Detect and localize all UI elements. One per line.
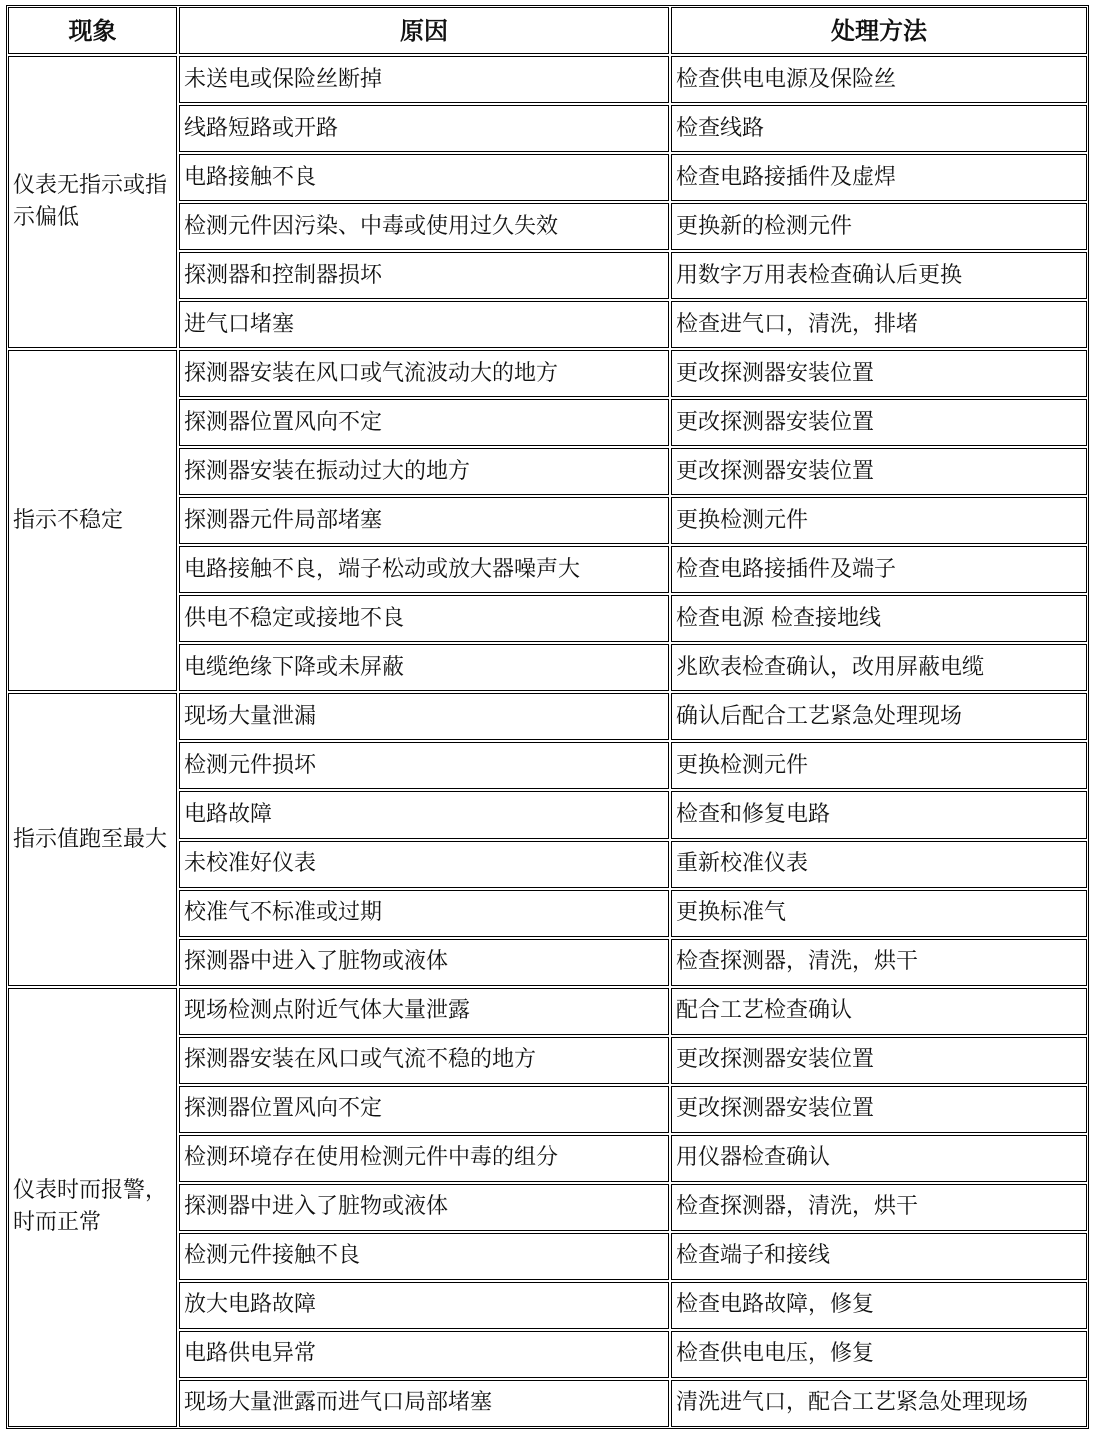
- table-row: [8, 56, 1087, 103]
- cause-cell: 探测器位置风向不定: [179, 399, 669, 446]
- solution-cell: 更改探测器安装位置: [671, 448, 1087, 495]
- cause-cell: 电缆绝缘下降或未屏蔽: [179, 644, 669, 691]
- cause-cell: 电路接触不良，端子松动或放大器噪声大: [179, 546, 669, 593]
- solution-cell: 检查和修复电路: [671, 791, 1087, 838]
- table-row: [8, 988, 1087, 1035]
- cause-cell: 探测器元件局部堵塞: [179, 497, 669, 544]
- solution-cell: 重新校准仪表: [671, 841, 1087, 888]
- header-row: [8, 7, 1087, 54]
- troubleshooting-table-frame: [6, 5, 1089, 1429]
- phenomenon-cell: 仪表时而报警，时而正常: [8, 988, 177, 1427]
- solution-cell: 检查供电电压，修复: [671, 1331, 1087, 1378]
- cause-cell: 探测器安装在风口或气流不稳的地方: [179, 1037, 669, 1084]
- troubleshooting-table: [6, 5, 1089, 1429]
- solution-cell: 检查线路: [671, 105, 1087, 152]
- cause-cell: 检测元件损坏: [179, 742, 669, 789]
- solution-cell: 更换检测元件: [671, 497, 1087, 544]
- solution-cell: 更换新的检测元件: [671, 203, 1087, 250]
- phenomenon-cell: 指示值跑至最大: [8, 693, 177, 985]
- cause-cell: 检测环境存在使用检测元件中毒的组分: [179, 1135, 669, 1182]
- solution-cell: 检查探测器，清洗，烘干: [671, 1184, 1087, 1231]
- cause-cell: 探测器中进入了脏物或液体: [179, 1184, 669, 1231]
- phenomenon-cell: 仪表无指示或指示偏低: [8, 56, 177, 348]
- cause-cell: 现场检测点附近气体大量泄露: [179, 988, 669, 1035]
- header-solution: 处理方法: [671, 7, 1087, 54]
- solution-cell: 检查进气口，清洗，排堵: [671, 301, 1087, 348]
- solution-cell: 检查电源 检查接地线: [671, 595, 1087, 642]
- solution-cell: 更换标准气: [671, 890, 1087, 937]
- cause-cell: 电路接触不良: [179, 154, 669, 201]
- cause-cell: 放大电路故障: [179, 1282, 669, 1329]
- solution-cell: 确认后配合工艺紧急处理现场: [671, 693, 1087, 740]
- solution-cell: 更改探测器安装位置: [671, 1037, 1087, 1084]
- solution-cell: 检查探测器，清洗，烘干: [671, 939, 1087, 986]
- header-cause: 原因: [179, 7, 669, 54]
- cause-cell: 探测器和控制器损坏: [179, 252, 669, 299]
- cause-cell: 供电不稳定或接地不良: [179, 595, 669, 642]
- solution-cell: 更改探测器安装位置: [671, 1086, 1087, 1133]
- cause-cell: 电路故障: [179, 791, 669, 838]
- cause-cell: 现场大量泄露而进气口局部堵塞: [179, 1380, 669, 1427]
- cause-cell: 探测器中进入了脏物或液体: [179, 939, 669, 986]
- cause-cell: 探测器安装在振动过大的地方: [179, 448, 669, 495]
- solution-cell: 检查供电电源及保险丝: [671, 56, 1087, 103]
- table-row: [8, 693, 1087, 740]
- solution-cell: 更换检测元件: [671, 742, 1087, 789]
- phenomenon-cell: 指示不稳定: [8, 350, 177, 691]
- cause-cell: 未送电或保险丝断掉: [179, 56, 669, 103]
- solution-cell: 检查电路接插件及虚焊: [671, 154, 1087, 201]
- solution-cell: 检查电路故障，修复: [671, 1282, 1087, 1329]
- cause-cell: 进气口堵塞: [179, 301, 669, 348]
- cause-cell: 探测器安装在风口或气流波动大的地方: [179, 350, 669, 397]
- solution-cell: 兆欧表检查确认，改用屏蔽电缆: [671, 644, 1087, 691]
- table-row: [8, 350, 1087, 397]
- solution-cell: 检查端子和接线: [671, 1233, 1087, 1280]
- solution-cell: 用数字万用表检查确认后更换: [671, 252, 1087, 299]
- cause-cell: 电路供电异常: [179, 1331, 669, 1378]
- solution-cell: 清洗进气口，配合工艺紧急处理现场: [671, 1380, 1087, 1427]
- solution-cell: 更改探测器安装位置: [671, 399, 1087, 446]
- solution-cell: 更改探测器安装位置: [671, 350, 1087, 397]
- cause-cell: 未校准好仪表: [179, 841, 669, 888]
- solution-cell: 配合工艺检查确认: [671, 988, 1087, 1035]
- solution-cell: 检查电路接插件及端子: [671, 546, 1087, 593]
- cause-cell: 探测器位置风向不定: [179, 1086, 669, 1133]
- cause-cell: 检测元件接触不良: [179, 1233, 669, 1280]
- cause-cell: 检测元件因污染、中毒或使用过久失效: [179, 203, 669, 250]
- cause-cell: 校准气不标准或过期: [179, 890, 669, 937]
- solution-cell: 用仪器检查确认: [671, 1135, 1087, 1182]
- cause-cell: 线路短路或开路: [179, 105, 669, 152]
- header-phenomenon: 现象: [8, 7, 177, 54]
- cause-cell: 现场大量泄漏: [179, 693, 669, 740]
